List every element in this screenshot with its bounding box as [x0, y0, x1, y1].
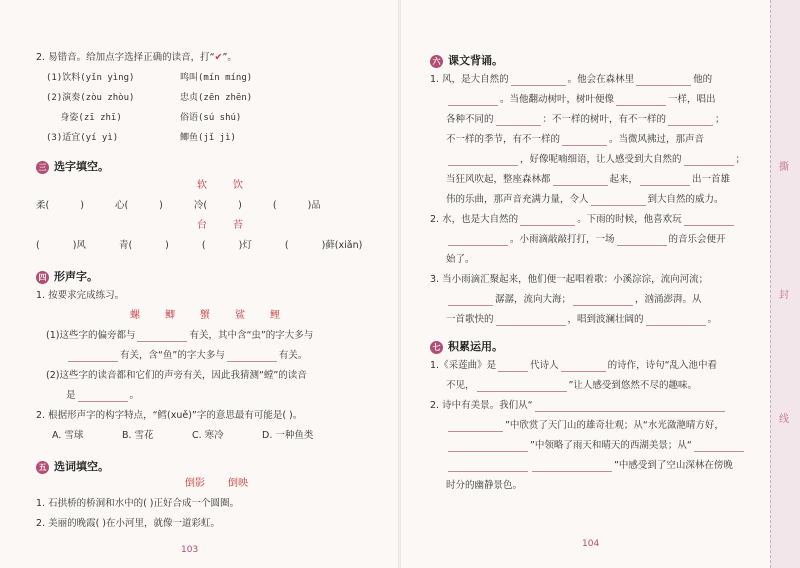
char-1: 螺: [130, 310, 140, 321]
r-line-2[interactable]: 。当他翻动树叶，树叶便像 一样，唱出: [446, 94, 716, 106]
a-line-6[interactable]: ”中感受到了空山深林在傍晚: [446, 460, 733, 472]
a-line-5[interactable]: ”中领略了雨天和晴天的西湖美景；从“: [446, 440, 746, 452]
pinyin-row-1b[interactable]: 鸣叫(mín míng): [180, 73, 253, 83]
r-line-11: 3. 当小雨滴汇聚起来，他们便一起唱着歌：小溪淙淙，流向河流；: [430, 274, 709, 285]
section-4-heading: 四 形声字。: [36, 268, 98, 284]
pinyin-row-3b[interactable]: 俗语(sú shú): [180, 113, 242, 123]
s1-line1[interactable]: (1)这些字的偏旁都与 有关，其中含“虫”的字大多与: [46, 330, 314, 341]
r-line-8[interactable]: 2. 水，也是大自然的 。下雨的时候，他喜欢玩: [430, 214, 736, 226]
option-d[interactable]: D. 一种鱼类: [262, 430, 314, 441]
q4-1: 1. 按要求完成练习。: [36, 290, 125, 301]
section-badge: 三: [36, 161, 49, 174]
q2-line: 2. 易错音。给加点字选择正确的读音，打“✔”。: [36, 52, 237, 63]
margin-label-2: 封: [779, 290, 789, 301]
r-line-13[interactable]: 一首歌快的 ，唱到波澜壮阔的 。: [446, 314, 718, 325]
a-line-7: 时分的幽静景色。: [446, 480, 523, 491]
option-c[interactable]: C. 寒冷: [192, 430, 224, 441]
margin-label-1: 撕: [779, 162, 789, 173]
check-icon: ✔: [214, 52, 223, 63]
r-line-5[interactable]: ，好像呢喃细语，让人感受到大自然的 ；: [446, 154, 745, 166]
r-line-10: 始了。: [446, 254, 475, 265]
pair1-a: 软: [197, 180, 207, 191]
r-line-9[interactable]: 。小雨滴敲敲打打，一场 的音乐会便开: [446, 234, 726, 246]
pair2-b: 苔: [233, 220, 243, 231]
r-line-1[interactable]: 1. 风，是大自然的 。他会在森林里 他的: [430, 74, 713, 85]
fill-row-1[interactable]: 柔( ) 心( ) 冷( ) ( )品: [36, 200, 321, 211]
r-line-6[interactable]: 当狂风吹起，整座森林都 起来， 出一首雄: [446, 174, 731, 185]
fill-row-2[interactable]: ( )风 青( ) ( )灯 ( )藓(xiǎn): [36, 240, 363, 251]
pinyin-row-1a[interactable]: (1)饮料(yǐn yìng): [46, 73, 135, 83]
pinyin-row-2a[interactable]: (2)演奏(zòu zhòu): [46, 93, 135, 103]
a-line-3[interactable]: 2. 诗中有美景。我们从“: [430, 400, 727, 412]
section-7-heading: 七 积累运用。: [430, 338, 503, 354]
pair1-b: 饮: [233, 180, 243, 191]
a-line-1[interactable]: 1.《采莲曲》是 代诗人 的诗作，诗句“乱入池中看: [430, 360, 718, 371]
r-line-7[interactable]: 伟的乐曲，那声音充满力量，令人 到大自然的威力。: [446, 194, 724, 205]
page-number-left: 103: [181, 545, 199, 555]
r-line-12[interactable]: 潺潺，流向大海； ，汹涌澎湃。从: [446, 294, 702, 306]
a-line-4[interactable]: ”中欣赏了天门山的雄奇壮观；从“水光潋滟晴方好，: [446, 420, 724, 432]
r-line-4[interactable]: 不一样的季节，有不一样的 。当微风拂过，那声音: [446, 134, 705, 145]
char-3: 蟹: [200, 310, 210, 321]
fill-1[interactable]: 1. 石拱桥的桥洞和水中的( )正好合成一个圆圈。: [36, 498, 240, 509]
word-b: 倒映: [228, 478, 248, 489]
margin-label-3: 线: [779, 414, 789, 425]
char-5: 鲤: [270, 310, 280, 321]
section-5-heading: 五 选词填空。: [36, 458, 109, 474]
section-3-heading: 三 选字填空。: [36, 158, 109, 174]
section-6-heading: 六 课文背诵。: [430, 52, 503, 68]
pair2-a: 台: [197, 220, 207, 231]
word-a: 倒影: [185, 478, 205, 489]
section-badge: 七: [430, 341, 443, 354]
tear-margin: [770, 0, 800, 568]
fill-2[interactable]: 2. 美丽的晚霞( )在小河里，就像一道彩虹。: [36, 518, 221, 529]
r-line-3[interactable]: 各种不同的 ：不一样的树叶，有不一样的 ；: [446, 114, 725, 125]
section-badge: 五: [36, 461, 49, 474]
a-line-2[interactable]: 不见， ”让人感受到悠然不尽的趣味。: [446, 380, 697, 391]
char-2: 鲫: [165, 310, 175, 321]
right-page: [400, 0, 770, 568]
char-4: 鲨: [235, 310, 245, 321]
pinyin-row-4a[interactable]: (3)适宜(yí yì): [46, 133, 119, 143]
option-a[interactable]: A. 雪球: [52, 430, 84, 441]
q4-2[interactable]: 2. 根据形声字的构字特点，“鳕(xuě)”字的意思最有可能是( )。: [36, 410, 303, 421]
pinyin-row-2b[interactable]: 忠贞(zēn zhēn): [180, 93, 253, 103]
pinyin-row-4b[interactable]: 鲫鱼(jǐ jì): [180, 133, 236, 143]
s2-line2[interactable]: 是 。: [66, 390, 140, 401]
section-badge: 四: [36, 271, 49, 284]
s1-line2[interactable]: 有关，含“鱼”的字大多与 有关。: [66, 350, 307, 362]
s2-line1: (2)这些字的读音都和它们的声旁有关，因此我猜测“螳”的读音: [46, 370, 307, 381]
page-number-right: 104: [582, 539, 600, 549]
pinyin-row-3a[interactable]: 身姿(zī zhī): [46, 113, 122, 123]
section-badge: 六: [430, 55, 443, 68]
option-b[interactable]: B. 雪花: [122, 430, 154, 441]
